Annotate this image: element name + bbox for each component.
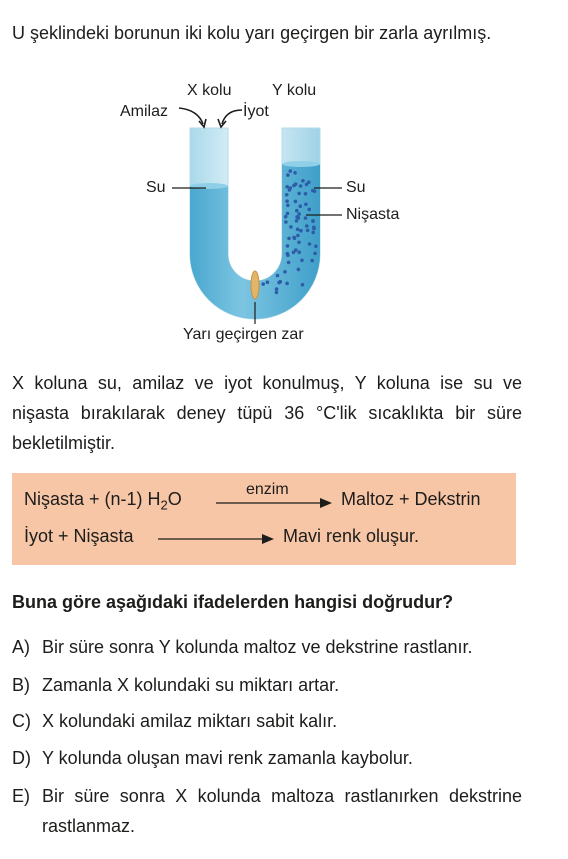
starch-particle	[299, 229, 303, 233]
starch-particle	[285, 185, 289, 189]
starch-particle	[275, 291, 279, 295]
reaction-1-right: Maltoz + Dekstrin	[341, 489, 481, 509]
reaction-box	[12, 473, 516, 565]
starch-particle	[301, 283, 305, 287]
starch-particle	[299, 184, 303, 188]
option-e-letter: E)	[12, 786, 30, 806]
starch-particle	[300, 259, 304, 263]
starch-particle	[297, 268, 301, 272]
option-a-letter: A)	[12, 637, 30, 657]
option-c-text: X kolundaki amilaz miktarı sabit kalır.	[42, 711, 338, 731]
starch-particle	[296, 234, 300, 238]
question-text: Buna göre aşağıdaki ifadelerden hangisi doğrudur?	[12, 592, 454, 612]
starch-particle	[301, 179, 305, 183]
starch-particle	[275, 287, 279, 291]
x-kolu-label: X kolu	[187, 82, 232, 99]
starch-particle	[287, 237, 291, 241]
starch-particle	[294, 200, 298, 204]
starch-particle	[293, 236, 297, 240]
starch-particle	[297, 250, 301, 254]
option-b-text: Zamanla X kolundaki su miktarı artar.	[42, 675, 340, 695]
starch-particle	[312, 227, 316, 231]
u-tube-figure	[0, 76, 568, 356]
starch-particle	[308, 242, 312, 246]
option-b-letter: B)	[12, 675, 30, 695]
starch-particle	[293, 171, 297, 175]
starch-particle	[285, 199, 289, 203]
starch-particle	[294, 248, 298, 252]
starch-particle	[297, 192, 301, 196]
nisasta-label: Nişasta	[346, 206, 400, 223]
starch-particle	[310, 259, 314, 263]
starch-particle	[311, 189, 315, 193]
starch-particle	[304, 216, 308, 220]
y-kolu-label: Y kolu	[272, 82, 317, 99]
starch-particle	[286, 244, 290, 248]
starch-particle	[295, 219, 299, 223]
starch-particle	[285, 282, 289, 286]
reaction-2-right: Mavi renk oluşur.	[283, 526, 420, 546]
u-tube-illustration	[0, 76, 568, 356]
starch-particle	[295, 209, 299, 213]
starch-particle	[287, 261, 291, 265]
starch-particle	[311, 231, 315, 235]
reaction-1-enzyme: enzim	[246, 481, 289, 498]
starch-particle	[286, 252, 290, 256]
starch-particle	[314, 245, 318, 249]
starch-particle	[305, 224, 309, 228]
starch-particle	[307, 180, 311, 184]
su-right-label: Su	[346, 179, 366, 196]
reaction-1-arrow	[216, 497, 332, 509]
starch-particle	[297, 241, 301, 245]
starch-particle	[299, 204, 303, 208]
starch-particle	[289, 186, 293, 190]
reaction-1-left: Nişasta + (n-1) $H_2O$	[24, 489, 182, 513]
experiment-paragraph: X koluna su, amilaz ve iyot konulmuş, Y koluna ise su ve nişasta bırakılarak deney tüpü 36 °C'lik sıcaklıkta bir süre bekletilmiştir.	[12, 373, 522, 453]
su-left-label: Su	[146, 179, 166, 196]
starch-particle	[313, 252, 317, 256]
starch-particle	[286, 212, 290, 216]
starch-particle	[307, 208, 311, 212]
option-e-text: Bir süre sonra X kolunda maltoza rastlanırken dekstrine rastlanmaz.	[42, 786, 522, 836]
starch-particle	[294, 182, 298, 186]
reaction-2-left: İyot + Nişasta	[24, 526, 134, 546]
option-d-letter: D)	[12, 748, 31, 768]
starch-particle	[289, 225, 293, 229]
starch-particle	[279, 280, 283, 284]
starch-particle	[306, 229, 310, 233]
amilaz-label: Amilaz	[120, 103, 169, 120]
starch-particle	[297, 212, 301, 216]
option-a-text: Bir süre sonra Y kolunda maltoz ve dekstrine rastlanır.	[42, 637, 473, 657]
starch-particle	[304, 203, 308, 207]
starch-particle	[284, 220, 288, 224]
starch-particle	[285, 193, 289, 197]
option-d-text: Y kolunda oluşan mavi renk zamanla kaybolur.	[42, 748, 413, 768]
starch-particle	[266, 280, 270, 284]
iyot-label: İyot	[243, 103, 269, 120]
membrane-label: Yarı geçirgen zar	[183, 326, 304, 343]
starch-particle	[295, 215, 299, 219]
starch-particle	[261, 282, 265, 286]
starch-particle	[304, 192, 308, 196]
reaction-2-arrow	[158, 533, 274, 545]
starch-particle	[284, 215, 288, 219]
intro-text: U şeklindeki borunun iki kolu yarı geçirgen bir zarla ayrılmış.	[12, 23, 492, 43]
starch-particle	[276, 274, 280, 278]
starch-particle	[311, 219, 315, 223]
starch-particle	[286, 204, 290, 208]
starch-particle	[289, 169, 293, 173]
starch-particle	[296, 228, 300, 232]
starch-particle	[283, 270, 287, 274]
starch-particle	[286, 173, 290, 177]
option-c-letter: C)	[12, 711, 31, 731]
